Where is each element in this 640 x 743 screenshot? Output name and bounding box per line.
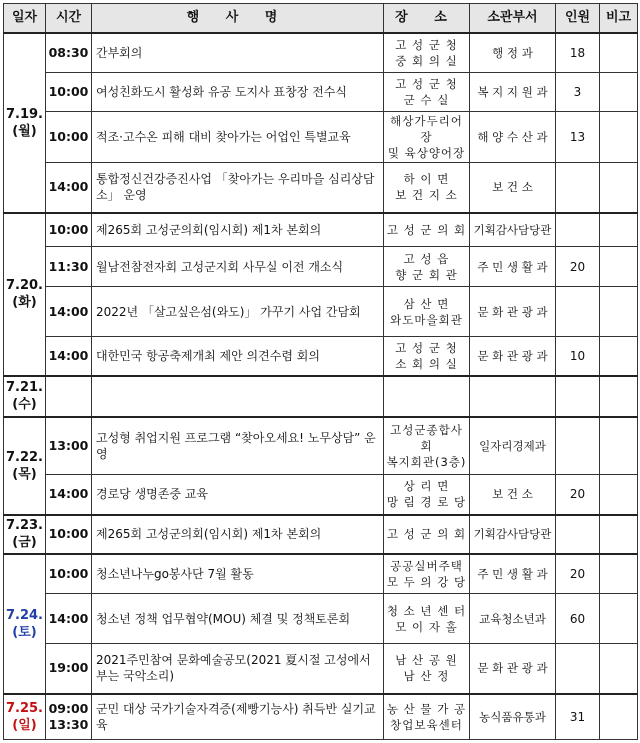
department: 교육청소년과 [470,594,556,644]
department: 해 양 수 산 과 [470,112,556,163]
weekday-label: (화) [12,295,37,311]
header-place: 장 소 [384,4,470,33]
header-event: 행 사 명 [92,4,384,33]
note-cell [600,72,638,112]
time-value: 19:00 [48,660,89,676]
event-name: 청소년 정책 업무협약(MOU) 체결 및 정책토론회 [92,594,384,644]
weekday-label: (수) [12,397,37,413]
time-value: 10:00 [48,83,89,99]
event-name: 월남전참전자회 고성군지회 사무실 이전 개소식 [92,247,384,287]
time-value: 10:00 [48,222,89,238]
weekday-label: (목) [12,466,37,482]
date-label: 7.23. [5,518,43,534]
table-row [4,287,638,337]
table-row [4,213,638,247]
place-line: 해상가두리어장 [390,114,463,145]
table-row [4,417,638,475]
event-name: 통합정신건강증진사업 「찾아가는 우리마을 심리상담소」 운영 [92,163,384,213]
table-row [4,247,638,287]
attendee-count: 13 [556,112,600,163]
place-cell [384,213,470,247]
place-cell [384,376,470,417]
date-label: 7.25. [5,700,43,716]
time-value: 14:00 [48,610,89,626]
time-cell [46,417,92,475]
time-cell [46,515,92,555]
time-value: 09:00 [48,700,89,716]
place-cell [384,475,470,515]
time-cell [46,287,92,337]
time-cell [46,247,92,287]
department: 기획감사담당관 [470,515,556,555]
note-cell [600,213,638,247]
time-value: 10:00 [48,526,89,542]
weekday-label: (월) [12,123,37,139]
attendee-count: 3 [556,72,600,112]
note-cell [600,644,638,694]
date-cell [4,417,46,515]
attendee-count [556,417,600,475]
attendee-count: 20 [556,475,600,515]
place-cell [384,33,470,73]
event-name: 제265회 고성군의회(임시회) 제1차 본회의 [92,515,384,555]
event-name: 청소년나누go봉사단 7월 활동 [92,554,384,594]
note-cell [600,475,638,515]
place-line: 고 성 읍 [403,251,450,266]
place-cell [384,247,470,287]
place-cell [384,287,470,337]
place-cell [384,72,470,112]
table-row [4,515,638,555]
note-cell [600,33,638,73]
note-cell [600,247,638,287]
header-row [4,4,638,33]
note-cell [600,287,638,337]
place-line: 고 성 군 의 회 [386,223,467,238]
note-cell [600,112,638,163]
header-count: 인원 [556,4,600,33]
event-name: 군민 대상 국가기술자격증(제빵기능사) 취득반 실기교육 [92,694,384,740]
table-row [4,475,638,515]
header-note: 비고 [600,4,638,33]
place-line: 복지회관(3층) [386,455,467,470]
time-value: 13:00 [48,438,89,454]
place-line: 와도마을회관 [390,312,463,327]
place-cell [384,554,470,594]
place-line: 고 성 군 청 [395,341,458,356]
event-name: 경로당 생명존중 교육 [92,475,384,515]
note-cell [600,376,638,417]
attendee-count [556,287,600,337]
time-cell [46,163,92,213]
place-line: 청 소 년 센 터 [386,603,467,618]
place-line: 공공실버주택 [390,559,463,574]
department: 농식품유통과 [470,694,556,740]
place-line: 상 리 면 [403,479,450,494]
department: 주 민 생 활 과 [470,554,556,594]
place-line: 농 산 물 가 공 [386,701,467,716]
place-cell [384,515,470,555]
table-row [4,554,638,594]
event-name: 적조·고수온 피해 대비 찾아가는 어업인 특별교육 [92,112,384,163]
table-row [4,376,638,417]
schedule-body [4,33,638,740]
note-cell [600,163,638,213]
department: 일자리경제과 [470,417,556,475]
attendee-count: 10 [556,337,600,377]
event-name: 제265회 고성군의회(임시회) 제1차 본회의 [92,213,384,247]
note-cell [600,694,638,740]
time-value: 14:00 [48,348,89,364]
department: 복 지 지 원 과 [470,72,556,112]
time-cell [46,337,92,377]
date-label: 7.24. [5,607,43,623]
place-line: 소 회 의 실 [395,357,458,372]
place-line: 망 림 경 로 당 [386,495,467,510]
department: 보 건 소 [470,163,556,213]
event-name: 여성친화도시 활성화 유공 도지사 표창장 전수식 [92,72,384,112]
table-row [4,72,638,112]
department: 보 건 소 [470,475,556,515]
place-line: 보 건 지 소 [395,188,458,203]
attendee-count: 31 [556,694,600,740]
time-cell [46,694,92,740]
note-cell [600,337,638,377]
place-cell [384,694,470,740]
attendee-count: 20 [556,247,600,287]
table-row [4,694,638,740]
time-value: 14:00 [48,486,89,502]
date-label: 7.19. [5,106,43,122]
note-cell [600,515,638,555]
place-line: 중 회 의 실 [395,53,458,68]
time-cell [46,475,92,515]
table-row [4,163,638,213]
department: 문 화 관 광 과 [470,644,556,694]
attendee-count: 20 [556,554,600,594]
attendee-count: 60 [556,594,600,644]
event-name: 대한민국 항공축제개최 제안 의견수렴 회의 [92,337,384,377]
place-line: 남 산 공 원 [395,653,458,668]
table-row [4,644,638,694]
time-value: 13:30 [48,716,89,732]
place-cell [384,112,470,163]
place-line: 하 이 면 [403,172,450,187]
event-name: 고성형 취업지원 프로그램 “찾아오세요! 노무상담” 운영 [92,417,384,475]
date-cell [4,515,46,555]
time-cell [46,213,92,247]
place-line: 모 두 의 강 당 [386,575,467,590]
place-line: 향 군 회 관 [395,267,458,282]
date-cell [4,213,46,376]
note-cell [600,594,638,644]
event-name: 간부회의 [92,33,384,73]
date-label: 7.20. [5,278,43,294]
time-cell [46,112,92,163]
table-row [4,337,638,377]
department: 문 화 관 광 과 [470,337,556,377]
header-time: 시간 [46,4,92,33]
place-line: 모 이 자 홀 [395,619,458,634]
date-cell [4,554,46,694]
department: 주 민 생 활 과 [470,247,556,287]
time-value: 14:00 [48,303,89,319]
department: 행 정 과 [470,33,556,73]
place-line: 고성군종합사회 [390,423,463,454]
date-cell [4,694,46,740]
place-cell [384,594,470,644]
weekday-label: (토) [12,624,37,640]
note-cell [600,554,638,594]
table-row [4,33,638,73]
place-cell [384,644,470,694]
header-dept: 소관부서 [470,4,556,33]
place-line: 창업보육센터 [390,717,463,732]
department: 문 화 관 광 과 [470,287,556,337]
place-cell [384,337,470,377]
place-line: 고 성 군 의 회 [386,527,467,542]
attendee-count [556,213,600,247]
place-cell [384,163,470,213]
time-cell [46,554,92,594]
place-cell [384,417,470,475]
place-line: 고 성 군 청 [395,76,458,91]
time-cell [46,33,92,73]
attendee-count [556,163,600,213]
place-line: 및 육상양어장 [387,146,466,161]
date-label: 7.21. [5,380,43,396]
table-row [4,594,638,644]
time-cell [46,72,92,112]
time-cell [46,376,92,417]
time-value: 14:00 [48,179,89,195]
place-line: 남 산 정 [403,669,450,684]
attendee-count [556,376,600,417]
table-row [4,112,638,163]
header-date: 일자 [4,4,46,33]
place-line: 군 수 실 [403,92,450,107]
note-cell [600,417,638,475]
date-cell [4,376,46,417]
weekday-label: (일) [12,717,37,733]
department: 기획감사담당관 [470,213,556,247]
schedule-table [3,3,638,740]
time-cell [46,644,92,694]
event-name [92,376,384,417]
date-label: 7.22. [5,449,43,465]
date-cell [4,33,46,213]
attendee-count: 18 [556,33,600,73]
weekday-label: (금) [12,535,37,551]
event-name: 2022년 「살고싶은섬(와도)」 가꾸기 사업 간담회 [92,287,384,337]
attendee-count [556,644,600,694]
attendee-count [556,515,600,555]
time-value: 10:00 [48,566,89,582]
time-value: 10:00 [48,129,89,145]
time-value: 11:30 [48,258,89,274]
time-cell [46,594,92,644]
place-line: 삼 산 면 [403,296,450,311]
place-line: 고 성 군 청 [395,37,458,52]
time-value: 08:30 [48,44,89,60]
event-name: 2021주민참여 문화예술공모(2021 夏시절 고성에서 부는 국악소리) [92,644,384,694]
department [470,376,556,417]
